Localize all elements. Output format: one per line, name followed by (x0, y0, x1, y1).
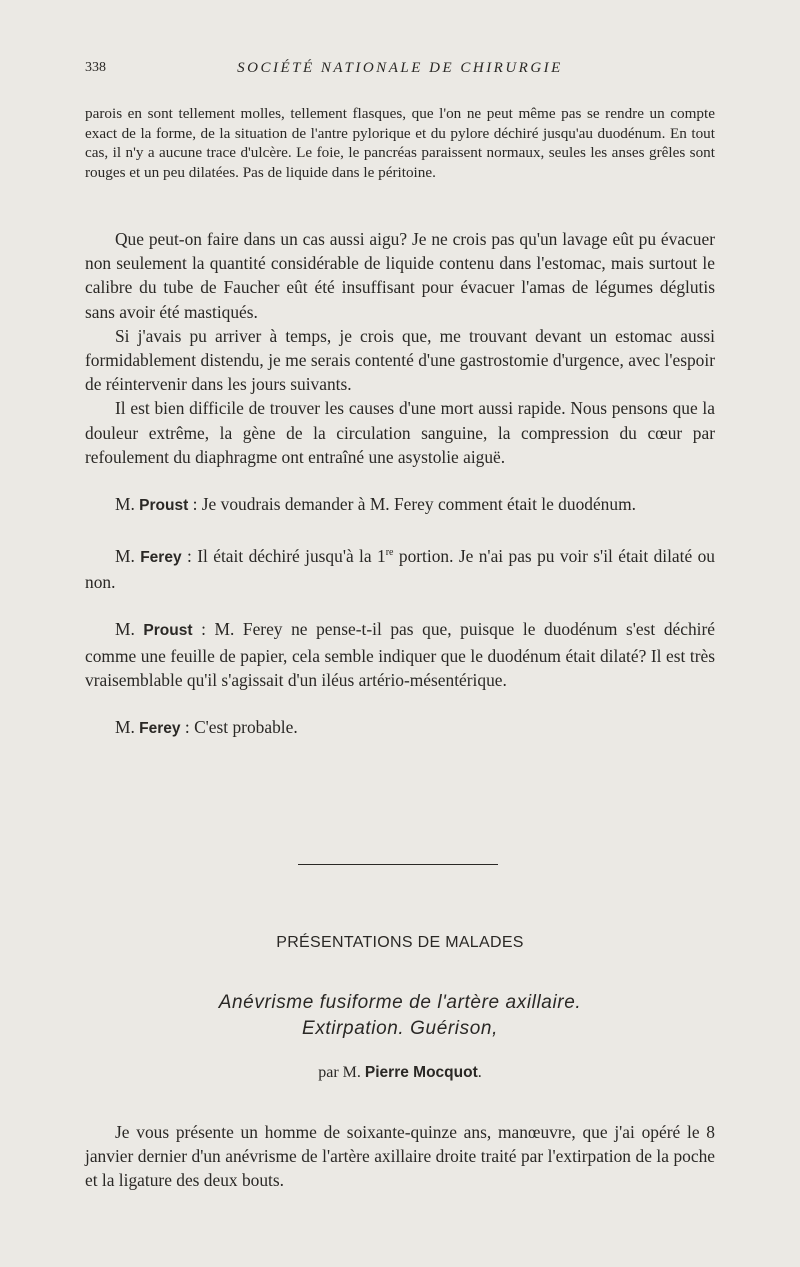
section-title: PRÉSENTATIONS DE MALADES (276, 934, 524, 951)
page-header (85, 60, 715, 84)
exchange-paragraph (85, 541, 715, 594)
exchange-text-continued: portion. Je n'ai pas pu voir s'il était dilaté ou non. (85, 546, 715, 593)
exchange-text: : M. Ferey ne pense-t-il pas que, puisque le duodénum s'est déchiré comme une feuille de papier, cela semble indiquer que le duodénum était dilaté? Il est très vraisemblable qu'il s'agissait d'un iléus artério-mésentérique. (85, 619, 715, 690)
exchange-paragraph (85, 715, 715, 741)
speaker-title: M. (115, 546, 135, 567)
exchange-paragraph (85, 492, 715, 518)
byline (85, 1064, 715, 1082)
section-divider (298, 864, 498, 865)
exchange-text: : Il était déchiré jusqu'à la 1 (181, 546, 386, 567)
exchange-text: : Je voudrais demander à M. Ferey comment était le duodénum. (188, 494, 636, 515)
author-name: Pierre Mocquot (364, 1064, 478, 1081)
article-title-line-2: Extirpation. Guérison, (302, 1018, 498, 1039)
speaker-name: Proust (139, 497, 189, 515)
running-title: SOCIÉTÉ NATIONALE DE CHIRURGIE (237, 60, 563, 76)
page-number: 338 (85, 60, 106, 75)
main-text (85, 227, 715, 741)
speaker-name: Proust (143, 622, 193, 640)
speaker-title: M. (115, 717, 135, 738)
byline-prefix: par M. (318, 1064, 361, 1081)
article-title-line-1: Anévrisme fusiforme de l'artère axillaire. (218, 992, 582, 1013)
article-opening-paragraph: Je vous présente un homme de soixante-quinze ans, manœuvre, que j'ai opéré le 8 janvier dernier d'un anévrisme de l'artère axillaire droite traité par l'extirpation de la poche et la ligature des deux bouts. (85, 1122, 715, 1191)
intro-paragraph: parois en sont tellement molles, tellement flasques, que l'on ne peut même pas se rendre un compte exact de la forme, de la situation de l'antre pylorique et du pylore déchiré jusqu'au duodénum. En tout cas, il n'y a aucune trace d'ulcère. Le foie, le pancréas paraissent normaux, seules les anses grêles sont rouges et un peu dilatées. Pas de liquide dans le péritoine. (85, 105, 715, 181)
exchange-paragraph (85, 617, 715, 692)
byline-suffix: . (477, 1064, 482, 1081)
speaker-name: Ferey (139, 720, 181, 738)
discussion-paragraph-2: Si j'avais pu arriver à temps, je crois que, me trouvant devant un estomac aussi formidablement distendu, je me serais contenté d'une gastrostomie d'urgence, avec l'espoir de réintervenir dans les jours suivants. (85, 325, 715, 395)
ordinal-superscript: re (385, 547, 394, 559)
discussion-paragraph-1: Que peut-on faire dans un cas aussi aigu? Je ne crois pas qu'un lavage eût pu évacuer non seulement la quantité considérable de liquide contenu dans l'estomac, mais surtout le calibre du tube de Faucher eût été insuffisant pour évacuer l'amas de légumes déglutis sans avoir été mastiqués. (85, 229, 715, 322)
speaker-name: Ferey (140, 549, 182, 567)
speaker-title: M. (115, 494, 135, 515)
article-title (85, 990, 715, 1042)
discussion-paragraph-3: Il est bien difficile de trouver les causes d'une mort aussi rapide. Nous pensons que la douleur extrême, la gène de la circulation sanguine, la compression du cœur par refoulement du diaphragme ont entraîné une asystolie aiguë. (85, 398, 715, 467)
exchange-text: : C'est probable. (180, 717, 298, 738)
speaker-title: M. (115, 619, 135, 640)
